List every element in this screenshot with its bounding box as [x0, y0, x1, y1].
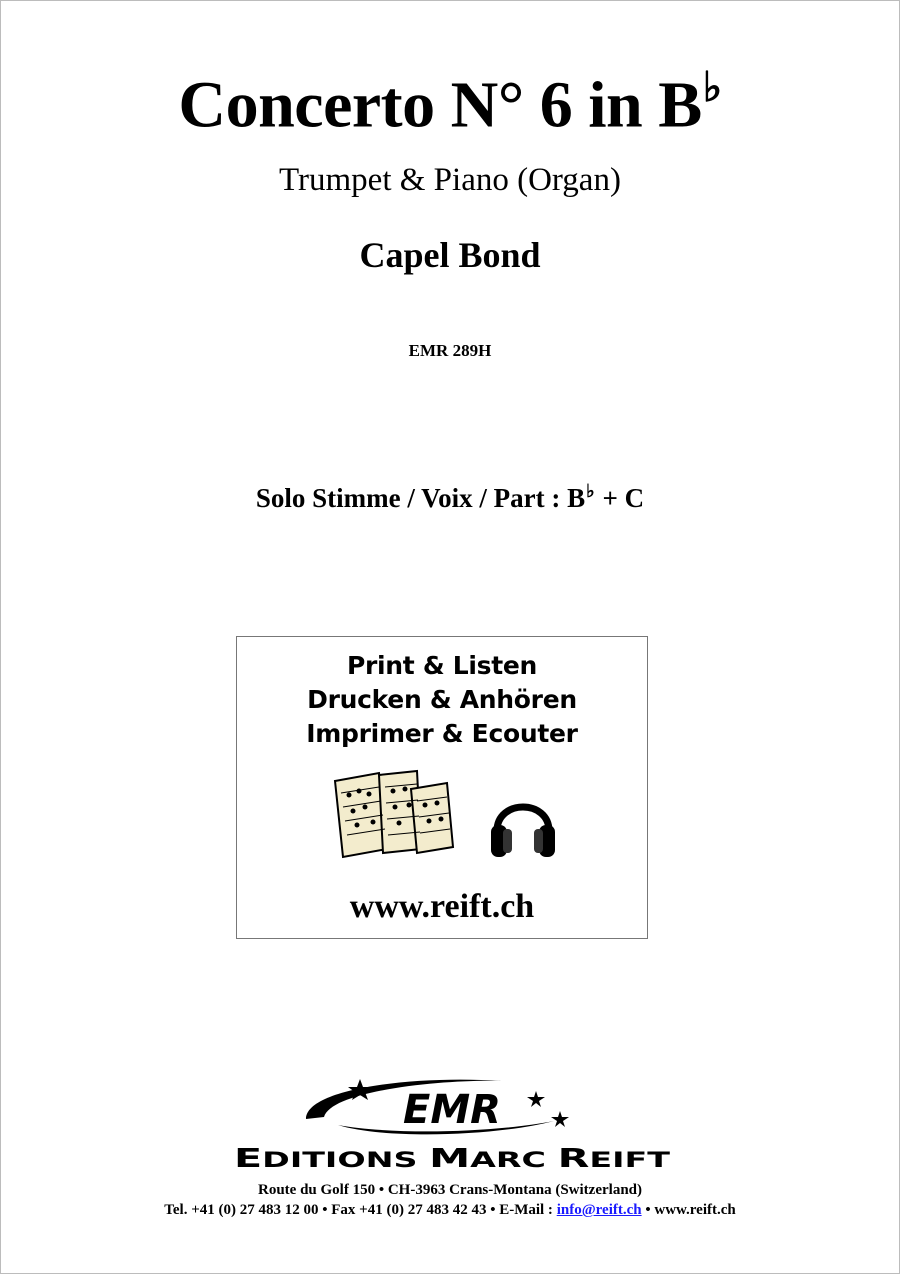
publisher-contact	[0, 1201, 900, 1219]
promo-website[interactable]: www.reift.ch	[349, 888, 535, 925]
sheet-music-icon	[329, 767, 459, 867]
title-text: Concerto N° 6 in B	[178, 68, 702, 142]
promo-line-german: Drucken & Anhören	[307, 685, 577, 714]
part-prefix: Solo Stimme / Voix / Part : B	[255, 482, 586, 513]
publisher-address: Route du Golf 150 • CH-3963 Crans-Montana (Switzerland)	[258, 1182, 642, 1198]
promo-line-french: Imprimer & Ecouter	[306, 719, 578, 748]
headphones-icon	[487, 785, 559, 865]
catalog-number: EMR 289H	[408, 341, 492, 360]
emr-logo	[302, 1073, 572, 1141]
publisher-name	[232, 1142, 672, 1172]
publisher-initial-e: E	[234, 1144, 252, 1172]
publisher-initial-m: M	[429, 1144, 455, 1172]
email-link[interactable]: info@reift.ch	[556, 1202, 642, 1218]
print-listen-box[interactable]	[236, 636, 648, 939]
svg-text:EDITIONS MARC REIFT	[234, 1144, 671, 1172]
publisher-initial-r: R	[557, 1144, 578, 1172]
promo-line-english: Print & Listen	[346, 651, 538, 680]
subtitle: Trumpet & Piano (Organ)	[279, 162, 621, 198]
title-flat-sign: ♭	[702, 65, 722, 110]
part-suffix: + C	[602, 482, 645, 513]
page-title	[0, 48, 900, 145]
emr-logo-text: EMR	[403, 1087, 501, 1133]
part-flat-sign: ♭	[586, 481, 595, 501]
contact-phone-fax: Tel. +41 (0) 27 483 12 00 • Fax +41 (0) 27 483 42 43 • E-Mail :	[164, 1202, 557, 1218]
publisher-word-marc: ARC	[470, 1148, 526, 1172]
composer-name: Capel Bond	[359, 235, 541, 275]
contact-website[interactable]: • www.reift.ch	[641, 1202, 736, 1218]
publisher-word-editions: DITIONS	[262, 1148, 368, 1172]
part-label	[0, 473, 900, 516]
publisher-word-reift: EIFT	[589, 1148, 641, 1172]
